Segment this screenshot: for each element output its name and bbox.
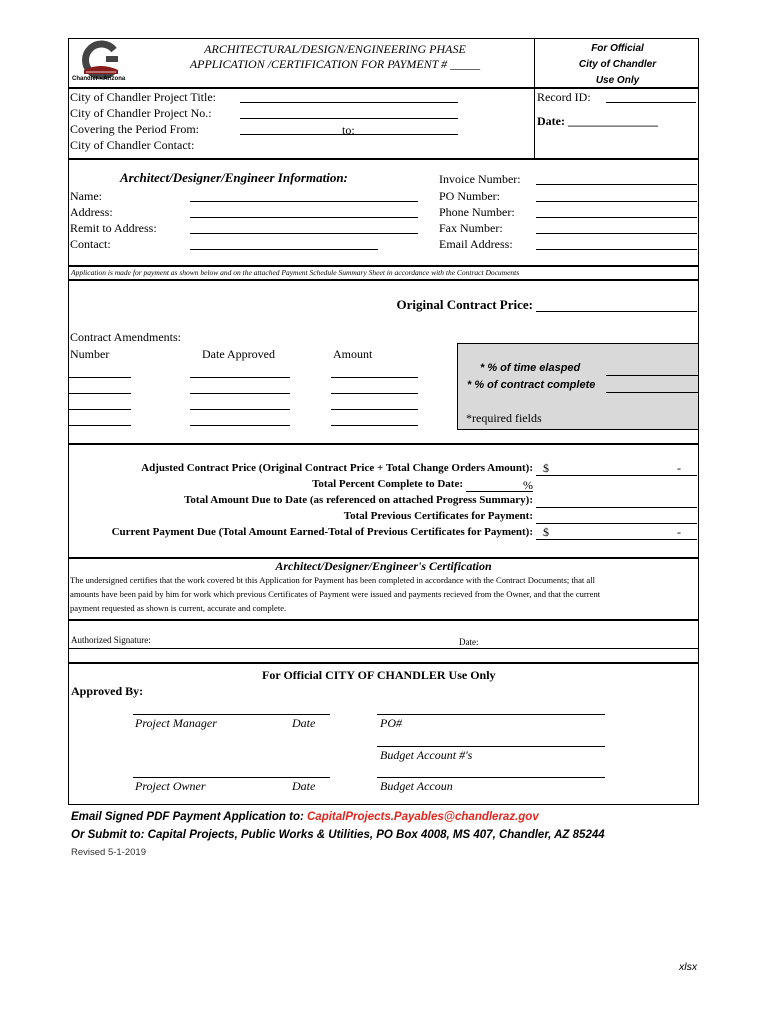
- previous-certificates-field[interactable]: [536, 523, 697, 524]
- amendment-amount-field[interactable]: [331, 409, 418, 410]
- invoice-label: Invoice Number:: [439, 172, 521, 186]
- period-field[interactable]: [240, 134, 458, 135]
- email-field[interactable]: [536, 249, 697, 250]
- budget-accounts-label: Budget Account #'s: [380, 748, 473, 762]
- contract-complete-field[interactable]: [606, 392, 698, 393]
- signature-field[interactable]: [68, 648, 699, 649]
- authorized-signature-label: Authorized Signature:: [71, 635, 151, 645]
- email-label: Email Address:: [439, 237, 513, 251]
- address-field[interactable]: [190, 217, 418, 218]
- official-use-heading: For Official CITY OF CHANDLER Use Only: [262, 668, 496, 682]
- form-title-line1: ARCHITECTURAL/DESIGN/ENGINEERING PHASE: [204, 42, 466, 56]
- po-number-field[interactable]: [377, 714, 605, 715]
- adjusted-currency: $: [543, 461, 549, 475]
- adjusted-value: -: [677, 461, 681, 475]
- amendments-heading: Contract Amendments:: [70, 330, 181, 344]
- record-id-field[interactable]: [606, 102, 696, 103]
- adjusted-contract-price-label: Adjusted Contract Price (Original Contract Price + Total Change Orders Amount):: [141, 462, 533, 474]
- email-link[interactable]: CapitalProjects.Payables@chandleraz.gov: [307, 811, 539, 823]
- project-manager-field[interactable]: [133, 714, 330, 715]
- percent-symbol: %: [523, 478, 533, 492]
- revised-date: Revised 5-1-2019: [71, 847, 146, 858]
- current-value: -: [677, 525, 681, 539]
- current-payment-label: Current Payment Due (Total Amount Earned-Total of Previous Certificates for Payment):: [111, 526, 533, 538]
- certification-heading: Architect/Designer/Engineer's Certification: [275, 559, 492, 573]
- amendments-col-number: Number: [70, 347, 110, 361]
- project-title-field[interactable]: [240, 102, 458, 103]
- percent-complete-label: Total Percent Complete to Date:: [312, 478, 463, 490]
- form-title-line2: APPLICATION /CERTIFICATION FOR PAYMENT # _____: [189, 57, 481, 71]
- official-line2: City of Chandler: [578, 59, 657, 70]
- amendment-amount-field[interactable]: [331, 425, 418, 426]
- budget-account-label: Budget Accoun: [380, 779, 453, 793]
- date-label[interactable]: Date: _______________: [537, 114, 658, 128]
- fax-label: Fax Number:: [439, 221, 503, 235]
- record-id-label: Record ID:: [537, 90, 591, 104]
- email-instruction: [71, 811, 539, 823]
- amendment-number-field[interactable]: [69, 409, 131, 410]
- header-divider: [534, 38, 535, 88]
- adjusted-field[interactable]: [536, 475, 697, 476]
- phone-field[interactable]: [536, 217, 697, 218]
- total-due-field[interactable]: [536, 507, 697, 508]
- official-line3: Use Only: [595, 75, 640, 86]
- total-due-label: Total Amount Due to Date (as referenced on attached Progress Summary):: [184, 494, 533, 506]
- certification-text-line2: amounts have been paid by him for work which previous Certificates of Payment were issued and payments recieved from the Owner, and that the current: [70, 589, 601, 599]
- invoice-field[interactable]: [536, 184, 697, 185]
- required-fields-note: *required fields: [466, 411, 542, 425]
- amendment-number-field[interactable]: [69, 377, 131, 378]
- amendment-date-field[interactable]: [190, 425, 290, 426]
- certification-text-line1: The undersigned certifies that the work covered bt this Application for Payment has been completed in accordance with the Contract Documents; that all: [70, 575, 596, 585]
- project-number-label: City of Chandler Project No.:: [70, 106, 212, 120]
- amendment-number-field[interactable]: [69, 393, 131, 394]
- previous-certificates-label: Total Previous Certificates for Payment:: [343, 510, 533, 522]
- current-currency: $: [543, 525, 549, 539]
- original-contract-price-label: Original Contract Price:: [396, 297, 533, 312]
- period-from-label: Covering the Period From:: [70, 122, 199, 136]
- project-manager-label: Project Manager: [135, 716, 217, 730]
- address-label: Address:: [70, 205, 113, 219]
- application-note: Application is made for payment as shown below and on the attached Payment Schedule Summary Sheet in accordance with the Contract Documents: [71, 268, 520, 277]
- project-number-field[interactable]: [240, 118, 458, 119]
- amendments-col-date: Date Approved: [202, 347, 275, 361]
- project-owner-field[interactable]: [133, 777, 330, 778]
- original-contract-price-field[interactable]: [536, 311, 697, 312]
- contact-field[interactable]: [190, 249, 378, 250]
- certification-text-line3: payment requested as shown is current, accurate and complete.: [70, 603, 287, 613]
- name-label: Name:: [70, 189, 102, 203]
- remit-label: Remit to Address:: [70, 221, 157, 235]
- budget-accounts-field[interactable]: [377, 746, 605, 747]
- percent-field[interactable]: [466, 491, 533, 492]
- contact-label: Contact:: [70, 237, 111, 251]
- amendment-amount-field[interactable]: [331, 393, 418, 394]
- logo-text: Chandler • Arizona: [72, 76, 126, 82]
- project-owner-label: Project Owner: [135, 779, 206, 793]
- contract-complete-label: * % of contract complete: [467, 379, 596, 391]
- amendment-date-field[interactable]: [190, 409, 290, 410]
- amendment-date-field[interactable]: [190, 377, 290, 378]
- signature-box: [68, 620, 699, 663]
- submit-instruction: Or Submit to: Capital Projects, Public Works & Utilities, PO Box 4008, MS 407, Chandler, AZ 85244: [71, 829, 605, 841]
- name-field[interactable]: [190, 201, 418, 202]
- amendment-amount-field[interactable]: [331, 377, 418, 378]
- email-prefix: Email Signed PDF Payment Application to:: [71, 811, 307, 823]
- po-date-label: Date: [292, 779, 316, 793]
- official-line1: For Official: [591, 43, 644, 54]
- po-label: PO#: [380, 716, 402, 730]
- current-payment-field[interactable]: [536, 539, 697, 540]
- amendments-col-amount: Amount: [333, 347, 373, 361]
- project-title-label: City of Chandler Project Title:: [70, 90, 216, 104]
- time-elapsed-field[interactable]: [606, 375, 698, 376]
- po-label: PO Number:: [439, 189, 500, 203]
- time-elapsed-label: * % of time elasped: [480, 362, 581, 374]
- project-divider: [534, 88, 535, 159]
- city-contact-label: City of Chandler Contact:: [70, 138, 195, 152]
- amendment-number-field[interactable]: [69, 425, 131, 426]
- approved-by-label: Approved By:: [71, 684, 144, 698]
- signature-date-label: Date:: [459, 637, 479, 647]
- budget-account-field[interactable]: [377, 777, 605, 778]
- file-type-label: xlsx: [679, 961, 698, 973]
- city-logo: [70, 40, 132, 86]
- amendment-date-field[interactable]: [190, 393, 290, 394]
- fax-field[interactable]: [536, 233, 697, 234]
- pm-date-label: Date: [292, 716, 316, 730]
- phone-label: Phone Number:: [439, 205, 515, 219]
- po-field[interactable]: [536, 201, 697, 202]
- architect-heading: Architect/Designer/Engineer Information:: [120, 170, 348, 185]
- period-to-label: to:: [342, 123, 355, 137]
- remit-field[interactable]: [190, 233, 418, 234]
